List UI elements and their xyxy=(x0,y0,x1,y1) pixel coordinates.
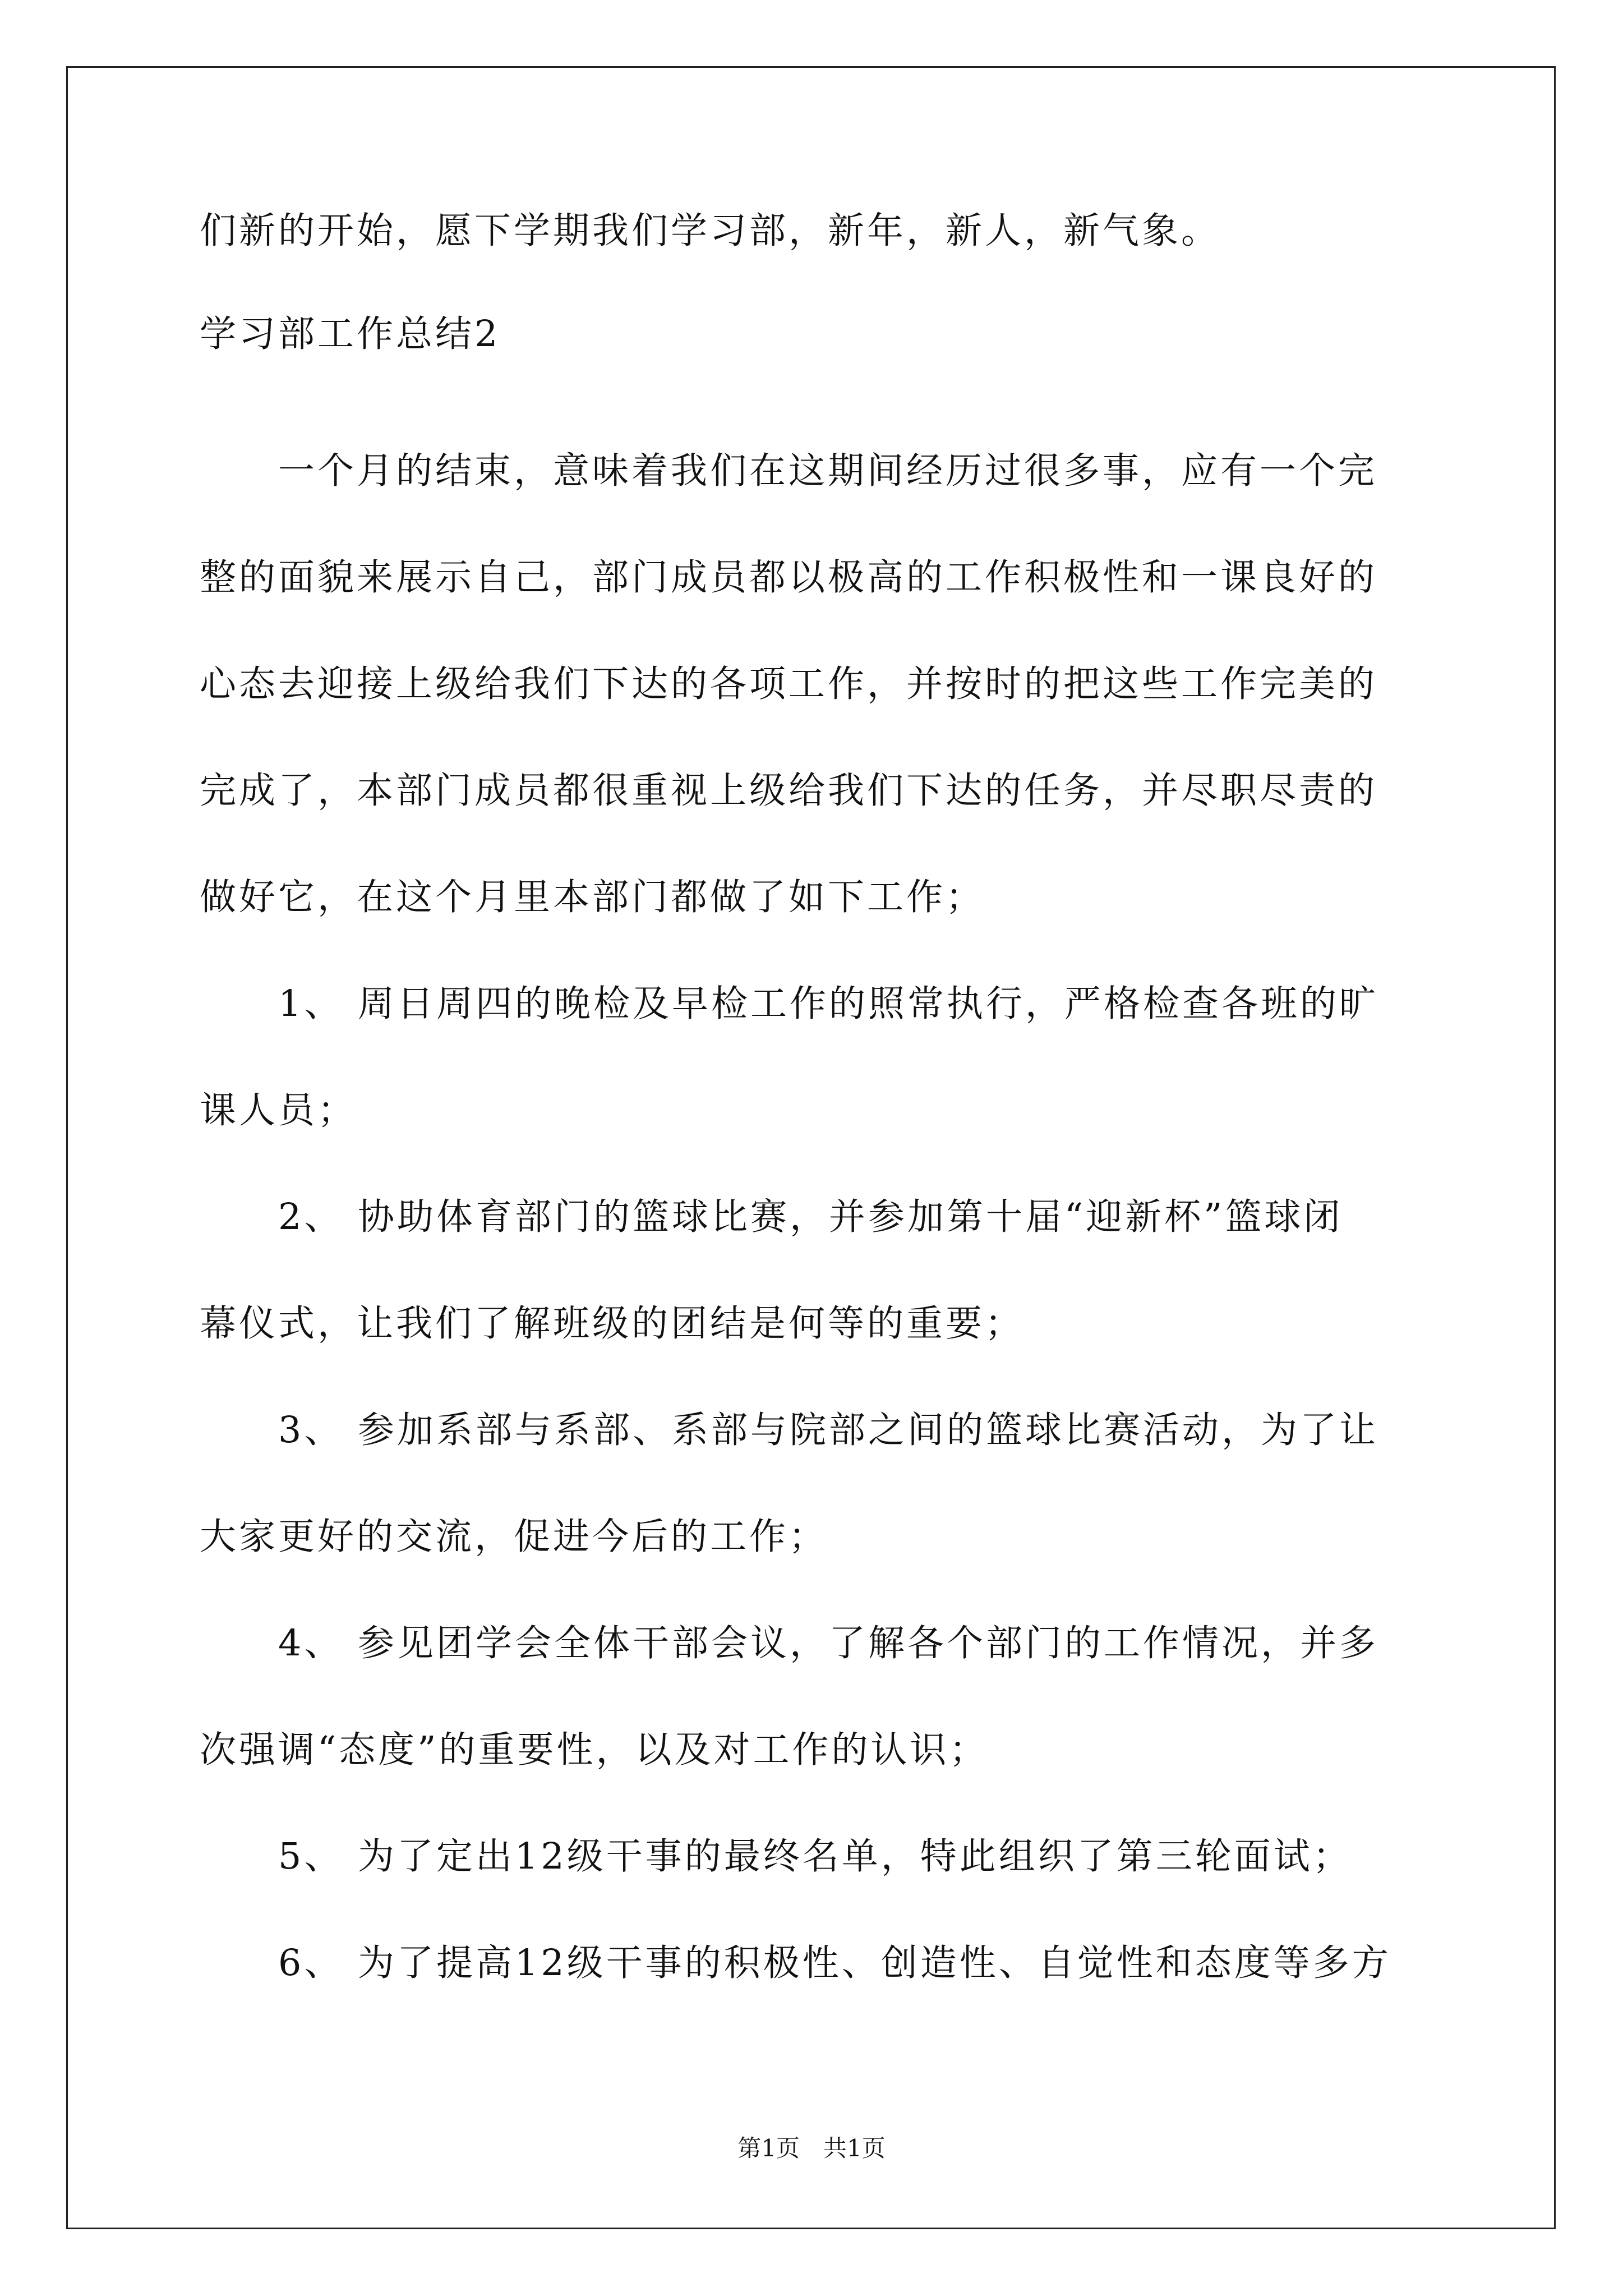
list-item-line: 1、 周日周四的晚检及早检工作的照常执行，严格检查各班的旷 xyxy=(200,983,1379,1025)
text-line: 做好它，在这个月里本部门都做了如下工作； xyxy=(200,876,985,918)
text-line: 一个月的结束，意味着我们在这期间经历过很多事，应有一个完 xyxy=(200,450,1378,492)
list-item-line: 6、 为了提高12级干事的积极性、创造性、自觉性和态度等多方 xyxy=(200,1942,1391,1984)
list-item-line: 5、 为了定出12级干事的最终名单，特此组织了第三轮面试； xyxy=(200,1835,1352,1878)
list-item-line: 3、 参加系部与系部、系部与院部之间的篮球比赛活动，为了让 xyxy=(200,1409,1379,1451)
page-border xyxy=(66,66,1556,2229)
list-item-line: 课人员； xyxy=(200,1089,357,1131)
list-item-line: 大家更好的交流，促进今后的工作； xyxy=(200,1516,828,1558)
list-item-line: 2、 协助体育部门的篮球比赛，并参加第十届“迎新杯”篮球闭 xyxy=(200,1196,1343,1238)
section-heading: 学习部工作总结2 xyxy=(200,313,501,355)
text-line: 整的面貌来展示自己，部门成员都以极高的工作积极性和一课良好的 xyxy=(200,556,1378,599)
list-item-line: 4、 参见团学会全体干部会议，了解各个部门的工作情况，并多 xyxy=(200,1622,1379,1664)
list-item-line: 幕仪式，让我们了解班级的团结是何等的重要； xyxy=(200,1303,1025,1345)
text-line: 心态去迎接上级给我们下达的各项工作，并按时的把这些工作完美的 xyxy=(200,663,1378,705)
text-line: 完成了，本部门成员都很重视上级给我们下达的任务，并尽职尽责的 xyxy=(200,770,1378,812)
page-number-footer: 第1页 共1页 xyxy=(737,2134,886,2162)
text-line: 们新的开始，愿下学期我们学习部，新年，新人，新气象。 xyxy=(200,210,1221,252)
list-item-line: 次强调“态度”的重要性，以及对工作的认识； xyxy=(200,1729,989,1771)
